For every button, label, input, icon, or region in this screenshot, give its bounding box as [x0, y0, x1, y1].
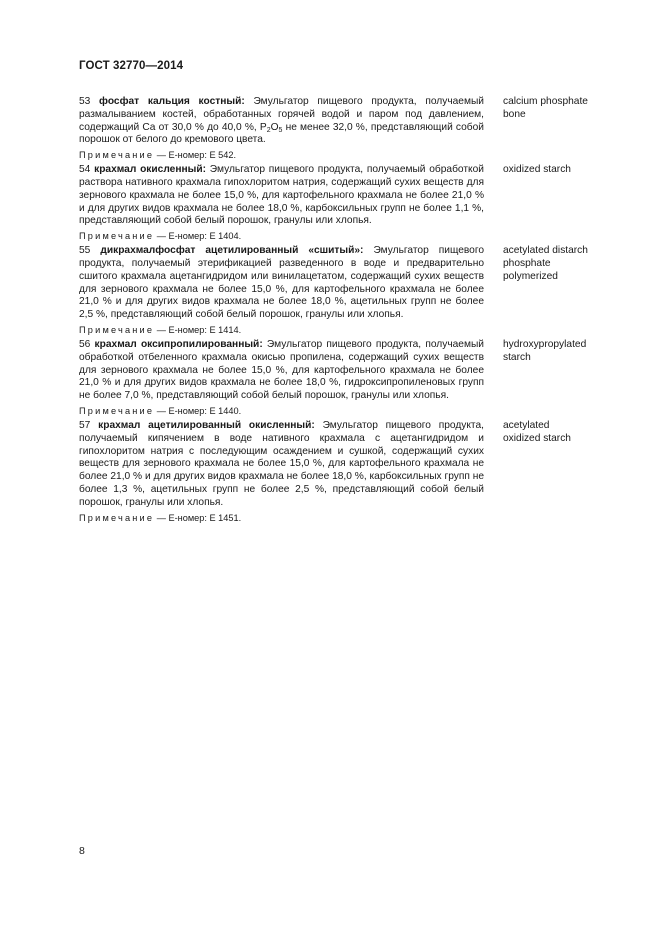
note-label: Примечание [79, 150, 155, 161]
term-name: крахмал окисленный: [94, 164, 206, 176]
note-label: Примечание [79, 324, 155, 335]
term-note [79, 405, 484, 417]
term-definition [79, 339, 484, 417]
term-definition [79, 245, 484, 336]
terms-list [79, 96, 639, 527]
term-entry-54 [79, 164, 639, 242]
subscript: 5 [278, 126, 283, 134]
definition-text: Эмульгатор пищевого продукта, получаемый кипячением в воде нативного крахмала с ацетангидридом и гипохлоритом натрия с последующим осаждением и сушкой, содержащий сухих веществ для зернового крахмала не более 15,0 %, для картофельного крахмала не более 21,0 % и для других видов крахмала не более 18,0 %, карбоксильных групп не более 1,3 %, ацетильных групп не более 2,5 %, представляющий собой белый порошок, гранулы или хлопья. [79, 419, 484, 508]
subscript: 2 [266, 126, 271, 134]
english-term [503, 164, 639, 242]
term-entry-55 [79, 245, 639, 336]
english-term [503, 245, 639, 336]
note-text: — Е-номер: Е 542. [154, 150, 237, 161]
definition-text: не менее 32,0 %, представляющий собой порошок от белого до кремового цвета. [79, 121, 484, 146]
definition-text: Эмульгатор пищевого продукта, получаемый размалыванием костей, обработанных горячей водой и паром под давлением, содержащий Са от 30,0 % до 40,0 %, Р [79, 96, 484, 133]
term-definition [79, 96, 484, 161]
term-note [79, 149, 484, 161]
note-text: — Е-номер: Е 1414. [154, 324, 242, 335]
english-term [503, 420, 639, 524]
term-note [79, 512, 484, 524]
english-term-line: starch [503, 351, 531, 363]
english-term-line: phosphate [503, 257, 551, 269]
note-text: — Е-номер: Е 1404. [154, 231, 242, 242]
term-number: 57 [79, 419, 91, 431]
english-term [503, 339, 639, 417]
term-entry-53 [79, 96, 639, 161]
term-name: дикрахмалфосфат ацетилированный «сшитый»: [100, 245, 364, 257]
english-term-line: polymerized [503, 270, 558, 282]
note-label: Примечание [79, 405, 155, 416]
term-name: крахмал оксипропилированный: [94, 338, 263, 350]
term-note [79, 230, 484, 242]
page-number: 8 [79, 845, 85, 857]
term-entry-57 [79, 420, 639, 524]
note-text: — Е-номер: Е 1440. [154, 405, 242, 416]
english-term-line: oxidized starch [503, 164, 571, 176]
english-term-line: calcium phosphate [503, 96, 588, 107]
definition-text: Эмульгатор пищевого продукта, получаемый обработкой отбеленного крахмала окисью пропилена, содержащий сухих веществ для зернового крахмала не более 15,0 %, для картофельного крахмала не более 21,0 % и для других видов крахмала не более 18,0 %, гидроксипропиленовых групп не более 7,0 %, представляющий собой белый порошок, гранулы или хлопья. [79, 338, 484, 402]
document-header: ГОСТ 32770—2014 [79, 60, 184, 72]
definition-text: Эмульгатор пищевого продукта, получаемый обработкой раствора нативного крахмала гипохлоритом натрия, содержащий сухих веществ для зернового крахмала не более 15,0 %, для картофельного крахмала не более 21,0 % и для других видов крахмала не более 18,0 %, карбоксильных групп не более 1,1 %, представляющий собой белый порошок, гранулы или хлопья. [79, 164, 484, 227]
note-label: Примечание [79, 512, 155, 523]
english-term-line: bone [503, 108, 526, 120]
term-definition [79, 164, 484, 242]
term-definition [79, 420, 484, 524]
english-term-line: acetylated distarch [503, 245, 588, 257]
note-text: — Е-номер: Е 1451. [154, 512, 242, 523]
english-term-line: acetylated [503, 419, 550, 431]
definition-text: О [270, 121, 279, 133]
term-name: крахмал ацетилированный окисленный: [98, 419, 315, 431]
term-number: 56 [79, 338, 91, 350]
english-term [503, 96, 639, 161]
term-note [79, 324, 484, 336]
english-term-line: oxidized starch [503, 432, 571, 444]
term-number: 55 [79, 245, 91, 257]
term-number: 53 [79, 96, 91, 107]
term-entry-56 [79, 339, 639, 417]
term-name: фосфат кальция костный: [99, 96, 245, 107]
term-number: 54 [79, 164, 91, 176]
english-term-line: hydroxypropylated [503, 338, 587, 350]
definition-text: Эмульгатор пищевого продукта, получаемый этерификацией разведенного в воде и предварительно сшитого крахмала ацетангидридом или винилацетатом, содержащий сухих веществ для зернового крахмала не более 15,0 %, для картофельного крахмала не более 21,0 % и для других видов крахмала не более 18,0 %, ацетильных групп не более 2,5 %, представляющий собой белый порошок, гранулы или хлопья. [79, 245, 484, 321]
note-label: Примечание [79, 231, 155, 242]
